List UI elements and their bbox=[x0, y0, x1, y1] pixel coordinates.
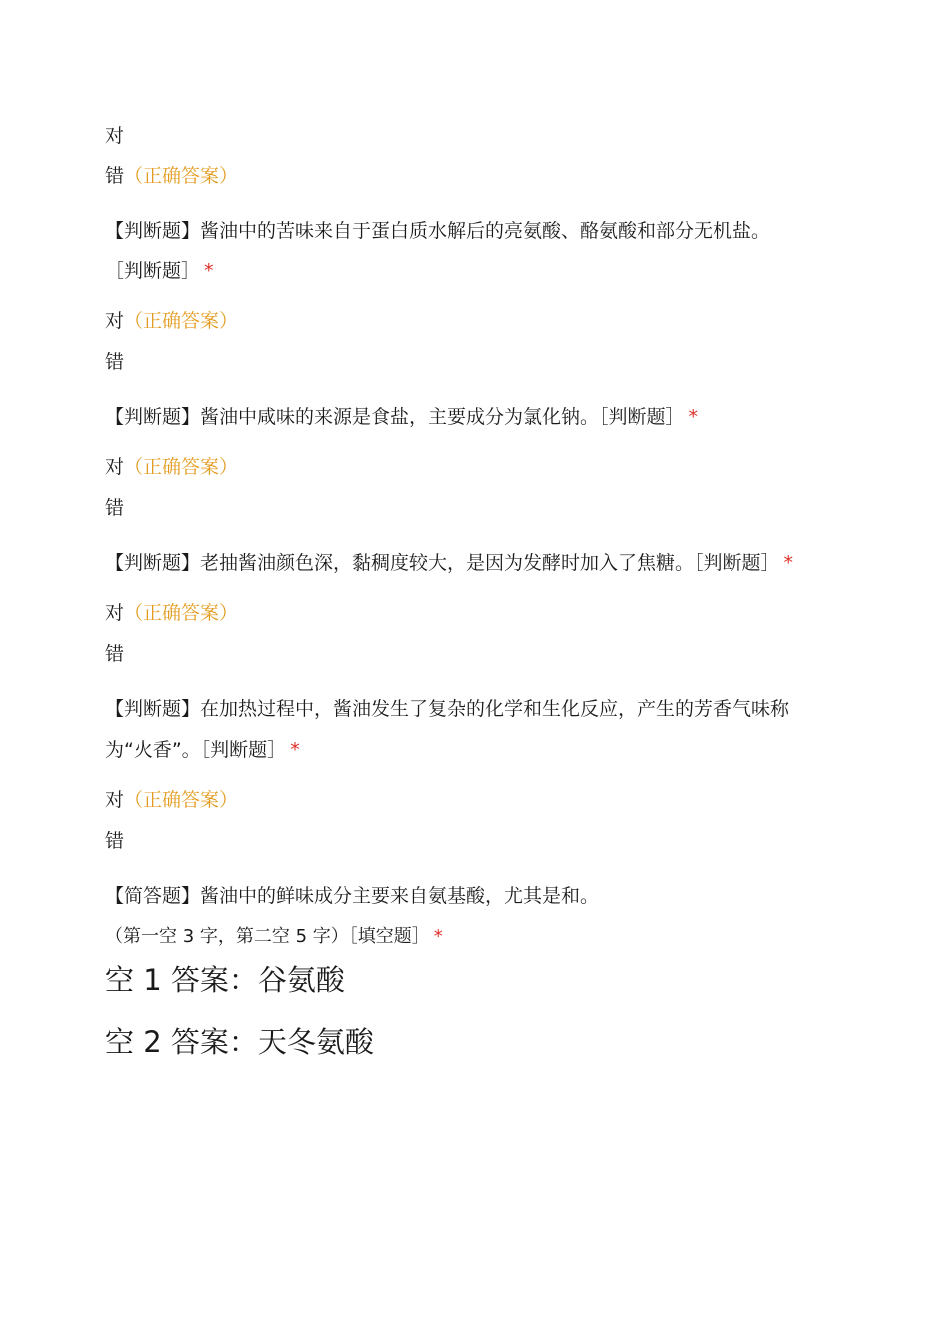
option-true bbox=[105, 124, 124, 148]
question-text: 为“火香”。［判断题］ bbox=[105, 739, 287, 761]
blank-1-answer bbox=[105, 962, 345, 998]
correct-answer-marker: （正确答案） bbox=[124, 789, 239, 811]
option-label: 对 bbox=[105, 310, 125, 332]
required-marker: * bbox=[290, 739, 300, 761]
option-label: 对 bbox=[105, 456, 125, 478]
correct-answer-marker: （正确答案） bbox=[124, 456, 239, 478]
correct-answer-marker: （正确答案） bbox=[124, 602, 239, 624]
option-label: 对 bbox=[105, 789, 125, 811]
question-text: 【判断题】老抽酱油颜色深，黏稠度较大，是因为发酵时加入了焦糖。［判断题］ bbox=[105, 552, 780, 574]
required-marker: * bbox=[433, 926, 443, 947]
option-false bbox=[105, 829, 124, 853]
question-type-tag: ［判断题］ bbox=[105, 260, 201, 282]
option-label: 错 bbox=[105, 497, 125, 519]
correct-answer-marker: （正确答案） bbox=[124, 310, 239, 332]
option-label: 对 bbox=[105, 125, 125, 147]
option-true-correct bbox=[105, 601, 238, 625]
answer-text: 空 1 答案：谷氨酸 bbox=[105, 963, 345, 997]
correct-answer-marker: （正确答案） bbox=[124, 165, 239, 187]
question-5-text bbox=[105, 884, 599, 908]
option-true-correct bbox=[105, 309, 238, 333]
option-false bbox=[105, 496, 124, 520]
required-marker: * bbox=[204, 260, 214, 282]
question-5-hint bbox=[105, 925, 443, 949]
required-marker: * bbox=[688, 406, 699, 428]
option-label: 错 bbox=[105, 351, 125, 373]
option-true-correct bbox=[105, 788, 238, 812]
question-4-text bbox=[105, 697, 789, 721]
option-false-correct bbox=[105, 164, 238, 188]
question-1-type bbox=[105, 259, 214, 283]
question-3-text bbox=[105, 551, 793, 575]
option-label: 错 bbox=[105, 643, 125, 665]
option-label: 错 bbox=[105, 165, 125, 187]
question-text: 【判断题】在加热过程中，酱油发生了复杂的化学和生化反应，产生的芳香气味称 bbox=[105, 698, 790, 720]
question-text: 【简答题】酱油中的鲜味成分主要来自氨基酸，尤其是和。 bbox=[105, 885, 600, 907]
option-label: 对 bbox=[105, 602, 125, 624]
option-false bbox=[105, 642, 124, 666]
question-1-text bbox=[105, 219, 770, 243]
question-2-text bbox=[105, 405, 698, 429]
option-true-correct bbox=[105, 455, 238, 479]
blank-2-answer bbox=[105, 1024, 374, 1060]
answer-text: 空 2 答案：天冬氨酸 bbox=[105, 1025, 374, 1059]
option-false bbox=[105, 350, 124, 374]
question-text: 【判断题】酱油中咸味的来源是食盐，主要成分为氯化钠。［判断题］ bbox=[105, 406, 685, 428]
question-text: 【判断题】酱油中的苦味来自于蛋白质水解后的亮氨酸、酪氨酸和部分无机盐。 bbox=[105, 220, 771, 242]
required-marker: * bbox=[783, 552, 794, 574]
question-4-text-cont bbox=[105, 738, 300, 762]
question-type-tag: （第一空 3 字，第二空 5 字）［填空题］ bbox=[105, 926, 430, 947]
option-label: 错 bbox=[105, 830, 125, 852]
